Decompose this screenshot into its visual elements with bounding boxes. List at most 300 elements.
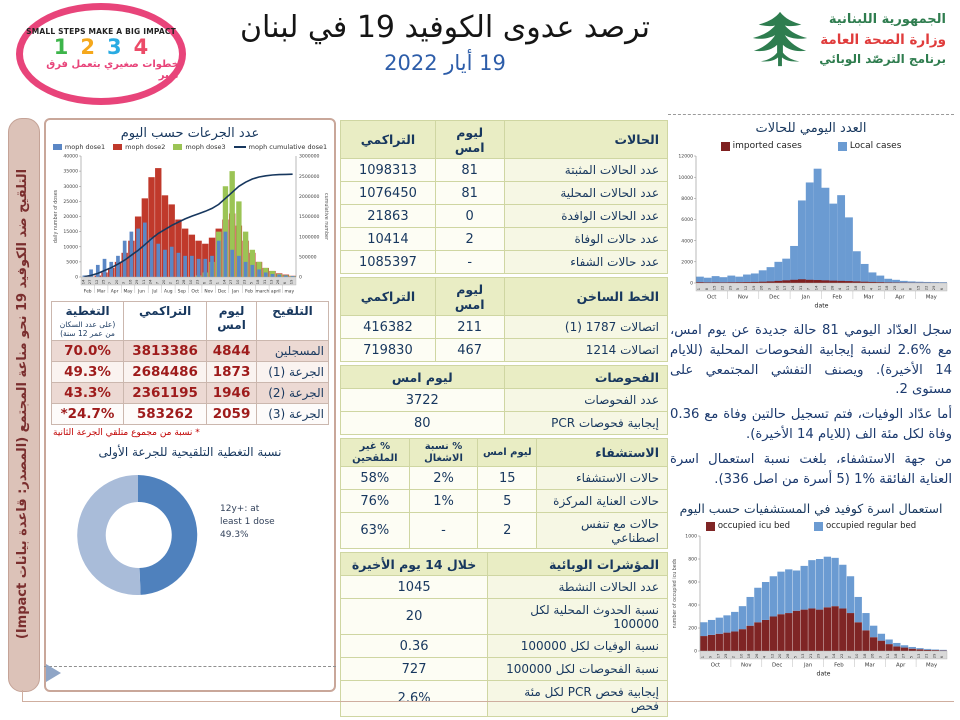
svg-text:12: 12	[744, 285, 748, 291]
legend-dose1	[53, 143, 105, 151]
calls-1214-cumulative: 719830	[341, 339, 436, 362]
svg-text:May: May	[925, 294, 937, 301]
table-row	[341, 316, 668, 339]
svg-text:2: 2	[731, 656, 736, 659]
svg-text:28: 28	[182, 279, 187, 285]
hospitalized-occupancy: 2%	[409, 467, 478, 490]
tests-count-value: 3722	[341, 389, 505, 412]
imported-cases-yesterday: 0	[435, 205, 504, 228]
local-cases-label: عدد الحالات المحلية	[504, 182, 668, 205]
svg-text:12: 12	[770, 653, 775, 659]
indicators-table	[340, 552, 668, 717]
row-dose1-coverage: 49.3%	[52, 362, 124, 383]
row-dose2-cumulative: 2361195	[124, 383, 207, 404]
legend-imported-cases	[721, 141, 802, 151]
svg-text:25000: 25000	[63, 200, 78, 205]
row-dose3-yesterday: 2059	[207, 404, 257, 425]
hospitalized-unvaccinated: 58%	[341, 467, 410, 490]
icu-occupancy: 1%	[409, 490, 478, 513]
positivity-rate-value: 2.6%	[341, 681, 488, 717]
impact-logo-slogan: SMALL STEPS MAKE A BIG IMPACT	[26, 27, 176, 36]
svg-text:12: 12	[94, 279, 99, 285]
death-cases-yesterday: 2	[435, 228, 504, 251]
svg-text:1: 1	[696, 287, 701, 291]
legend-dose2-label: moph dose2	[125, 143, 166, 151]
svg-text:8000: 8000	[681, 196, 693, 202]
svg-text:10000: 10000	[678, 175, 693, 181]
table-row	[341, 490, 668, 513]
svg-text:Sep: Sep	[177, 289, 186, 295]
svg-text:11: 11	[886, 653, 891, 659]
svg-text:3: 3	[878, 656, 883, 659]
first-dose-coverage-donut-chart	[58, 461, 322, 609]
svg-text:31: 31	[262, 279, 267, 285]
svg-text:9: 9	[708, 656, 713, 659]
legend-regular-label: occupied regular bed	[826, 521, 917, 532]
svg-text:18: 18	[747, 653, 752, 659]
hotline-col-cumulative: التراكمي	[341, 278, 436, 316]
imported-cases-swatch-icon	[721, 142, 730, 151]
svg-text:Jan: Jan	[232, 289, 239, 295]
doses-per-day-chart	[51, 151, 329, 297]
daily-summary-text	[668, 321, 954, 489]
mortality-rate-label: نسبة الوفيات لكل 100000	[488, 635, 668, 658]
svg-text:5: 5	[909, 656, 914, 659]
moph-line-ministry: وزارة الصحة العامة	[820, 31, 946, 48]
svg-text:5000: 5000	[66, 260, 78, 266]
impact-digit-4: 4	[133, 35, 149, 59]
svg-text:Jul: Jul	[152, 289, 158, 295]
svg-text:26: 26	[870, 653, 875, 659]
vaccination-panel	[44, 118, 336, 692]
row-dose1-yesterday: 1873	[207, 362, 257, 383]
doses-chart-legend	[51, 143, 329, 151]
svg-text:8: 8	[908, 287, 913, 291]
page-title: ترصد عدوى الكوفيد 19 في لبنان	[239, 10, 651, 45]
svg-text:2000000: 2000000	[299, 194, 320, 200]
svg-text:1500000: 1500000	[299, 215, 320, 221]
row-dose3-label: الجرعة (3)	[256, 404, 328, 425]
svg-text:19: 19	[209, 279, 213, 285]
recovered-cases-label: عدد حالات الشفاء	[504, 251, 668, 274]
svg-text:1: 1	[700, 656, 705, 659]
impact-digit-1: 1	[53, 35, 69, 59]
svg-text:15: 15	[175, 279, 180, 285]
table-row	[341, 251, 668, 274]
cases-title: الحالات	[504, 121, 668, 159]
daily-cases-chart-title: العدد اليومي للحالات	[755, 121, 867, 136]
svg-text:6: 6	[202, 281, 207, 285]
svg-text:may: may	[284, 289, 295, 295]
tests-table-header	[341, 366, 668, 389]
calls-1214-label: اتصالات 1214	[504, 339, 668, 362]
svg-text:29: 29	[728, 285, 733, 291]
svg-text:500000: 500000	[299, 255, 317, 261]
svg-text:800: 800	[688, 557, 697, 563]
active-cases-label: عدد الحالات النشطة	[488, 576, 668, 599]
svg-text:22: 22	[839, 653, 844, 659]
table-row	[341, 389, 668, 412]
recovered-cases-yesterday: -	[435, 251, 504, 274]
calls-1787-cumulative: 416382	[341, 316, 436, 339]
svg-text:29: 29	[932, 285, 937, 291]
svg-text:3: 3	[767, 287, 772, 291]
table-row	[341, 599, 668, 635]
confirmed-cases-label: عدد الحالات المثبتة	[504, 159, 668, 182]
svg-text:600: 600	[688, 580, 697, 586]
table-row	[341, 513, 668, 549]
indicators-title: المؤشرات الوبائية	[488, 553, 668, 576]
svg-text:26: 26	[754, 653, 759, 659]
svg-text:Mar: Mar	[863, 294, 874, 301]
svg-text:22: 22	[924, 285, 929, 291]
table-row	[341, 159, 668, 182]
svg-text:24: 24	[148, 279, 153, 285]
moph-logo-text	[819, 10, 946, 68]
recovered-cases-cumulative: 1085397	[341, 251, 436, 274]
legend-icu-label: occupied icu bed	[717, 521, 791, 532]
legend-local-label: Local cases	[849, 141, 902, 151]
svg-text:21: 21	[924, 653, 929, 659]
dose1-swatch-icon	[53, 144, 62, 150]
hospitalization-title: الاستشفاء	[537, 439, 668, 467]
svg-text:26: 26	[276, 279, 281, 285]
daily-cases-chart	[670, 151, 952, 309]
legend-dose3	[173, 143, 225, 151]
hotline-table	[340, 277, 668, 362]
local-cases-swatch-icon	[838, 142, 847, 151]
beds-chart-legend	[668, 521, 954, 531]
col-coverage-note: (على عدد السكان من عمر 12 سنة)	[59, 320, 116, 338]
svg-text:29: 29	[816, 653, 821, 659]
summary-paragraph-1: سجل العدّاد اليومي 81 حالة جديدة عن يوم امس، مع %2.6 لنسبة إيجابية الفحوصات المحلية (للايام 14 الأخيرة). ويصنف التفشي المجتمعي على مستوى 2.	[670, 323, 952, 398]
hotline-table-header	[341, 278, 668, 316]
tests-table	[340, 365, 668, 435]
svg-text:20: 20	[115, 279, 119, 285]
svg-text:cumulative number: cumulative number	[323, 193, 328, 240]
donut-chart-title: نسبة التغطية التلقيحية للجرعة الأولى	[98, 445, 282, 459]
svg-text:number of occupied icu beds: number of occupied icu beds	[673, 559, 678, 629]
svg-text:Aug: Aug	[164, 289, 173, 295]
svg-text:29: 29	[135, 279, 140, 285]
table-row	[341, 182, 668, 205]
cases-col-yesterday: ليوم امس	[435, 121, 504, 159]
legend-dose3-label: moph dose3	[185, 143, 226, 151]
table-row	[341, 658, 668, 681]
svg-text:7: 7	[155, 281, 160, 285]
row-registered-label: المسجلين	[256, 341, 328, 362]
row-dose3-coverage: 24.7%*	[52, 404, 124, 425]
svg-text:1000000: 1000000	[299, 235, 320, 241]
hotline-title: الخط الساخن	[504, 278, 668, 316]
svg-text:23: 23	[242, 279, 247, 285]
table-row	[341, 412, 668, 435]
svg-text:Apr: Apr	[895, 294, 905, 301]
ventilator-yesterday: 2	[478, 513, 537, 549]
svg-text:1: 1	[215, 281, 220, 285]
frame-bottom-line	[22, 701, 954, 702]
svg-text:15000: 15000	[63, 230, 78, 236]
col-vaccination: التلقيح	[256, 302, 328, 341]
table-row	[341, 635, 668, 658]
svg-text:Apr: Apr	[896, 662, 906, 669]
row-dose2-label: الجرعة (2)	[256, 383, 328, 404]
svg-text:6: 6	[940, 656, 945, 659]
cases-col-cumulative: التراكمي	[341, 121, 436, 159]
svg-text:18: 18	[893, 653, 898, 659]
row-dose2-yesterday: 1946	[207, 383, 257, 404]
dose3-swatch-icon	[173, 144, 182, 150]
legend-cumulative	[234, 143, 327, 151]
row-dose3-cumulative: 583262	[124, 404, 207, 425]
icu-bed-swatch-icon	[706, 522, 715, 531]
svg-text:daily number of doses: daily number of doses	[54, 189, 59, 244]
svg-text:17: 17	[716, 653, 721, 659]
svg-text:25: 25	[861, 285, 866, 291]
active-cases-value: 1045	[341, 576, 488, 599]
svg-text:4: 4	[838, 287, 843, 291]
death-cases-cumulative: 10414	[341, 228, 436, 251]
table-row	[52, 362, 329, 383]
svg-text:0: 0	[694, 649, 697, 655]
svg-text:18: 18	[885, 285, 890, 291]
testing-rate-value: 727	[341, 658, 488, 681]
svg-text:date: date	[814, 302, 829, 309]
svg-text:May: May	[123, 289, 133, 295]
svg-text:Dec: Dec	[769, 294, 780, 301]
vaccination-footnote: * نسبة من مجموع متلقي الجرعة الثانية	[53, 428, 200, 438]
cumulative-line-swatch-icon	[234, 146, 246, 148]
incidence-rate-label: نسبة الحدوث المحلية لكل 100000	[488, 599, 668, 635]
row-registered-coverage: 70.0%	[52, 341, 124, 362]
moph-line-program: برنامج الترصّد الوبائي	[819, 51, 946, 66]
table-row	[341, 339, 668, 362]
svg-text:Dec: Dec	[771, 662, 783, 669]
local-cases-yesterday: 81	[435, 182, 504, 205]
svg-text:7: 7	[108, 281, 113, 285]
svg-text:0: 0	[75, 275, 78, 281]
svg-text:20: 20	[162, 279, 166, 285]
svg-text:28: 28	[830, 285, 835, 291]
svg-text:23: 23	[195, 279, 200, 285]
vaccination-table-header	[52, 302, 329, 341]
svg-text:27: 27	[901, 653, 906, 659]
svg-text:4: 4	[762, 656, 767, 659]
tests-col-yesterday: ليوم امس	[341, 366, 505, 389]
hosp-col-unvaccinated: % غير الملقحين	[341, 439, 410, 467]
svg-text:7: 7	[806, 287, 811, 291]
svg-text:5: 5	[736, 287, 741, 291]
svg-text:Feb: Feb	[83, 289, 92, 295]
ventilator-unvaccinated: 63%	[341, 513, 410, 549]
svg-text:27: 27	[88, 279, 93, 285]
row-dose1-cumulative: 2684486	[124, 362, 207, 383]
svg-text:200: 200	[688, 626, 697, 632]
svg-text:2000: 2000	[681, 260, 693, 266]
summary-paragraph-3: من جهة الاستشفاء، بلغت نسبة استعمال اسرة العناية الفائقة %1 (5 أسرة من اصل 336).	[670, 451, 952, 487]
svg-text:14: 14	[81, 279, 86, 285]
svg-text:29: 29	[932, 653, 937, 659]
svg-text:1000: 1000	[685, 534, 697, 540]
svg-text:49.3%: 49.3%	[220, 530, 249, 540]
svg-text:21: 21	[822, 285, 827, 291]
cases-table	[340, 120, 668, 274]
doses-chart-title: عدد الجرعات حسب اليوم	[120, 126, 260, 141]
svg-text:18: 18	[863, 653, 867, 659]
svg-text:28: 28	[785, 653, 790, 659]
svg-text:5: 5	[249, 281, 254, 285]
svg-text:2: 2	[168, 281, 173, 285]
legend-cumulative-label: moph cumulative dose1	[248, 143, 328, 151]
svg-text:14: 14	[832, 653, 837, 659]
hosp-col-occupancy: % نسبة الاشغال	[409, 439, 478, 467]
legend-dose1-label: moph dose1	[64, 143, 106, 151]
impact-logo-arabic-slogan: خطوات صغيري بتعمل فرق كبير	[46, 59, 179, 81]
calls-1787-yesterday: 211	[435, 316, 504, 339]
hosp-col-yesterday: ليوم امس	[478, 439, 537, 467]
legend-imported-label: imported cases	[732, 141, 802, 151]
svg-text:3000000: 3000000	[299, 154, 320, 160]
svg-text:21: 21	[808, 653, 813, 659]
svg-text:1: 1	[900, 287, 905, 291]
imported-cases-label: عدد الحالات الوافدة	[504, 205, 668, 228]
svg-text:400: 400	[688, 603, 697, 609]
row-registered-yesterday: 4844	[207, 341, 257, 362]
hotline-col-yesterday: ليوم امس	[435, 278, 504, 316]
local-cases-cumulative: 1076450	[341, 182, 436, 205]
impact-digit-2: 2	[80, 35, 95, 59]
svg-text:10: 10	[739, 653, 744, 659]
svg-text:Jan: Jan	[803, 662, 813, 669]
svg-text:25: 25	[724, 653, 728, 659]
statistics-tables	[340, 120, 668, 720]
table-row	[52, 404, 329, 425]
svg-text:8: 8	[704, 287, 709, 291]
svg-text:16: 16	[128, 279, 133, 285]
svg-text:14: 14	[222, 279, 227, 285]
ventilator-label: حالات مع تنفس اصطناعي	[537, 513, 668, 549]
svg-text:11: 11	[141, 279, 146, 285]
svg-text:11: 11	[877, 285, 882, 291]
tests-title: الفحوصات	[504, 366, 668, 389]
legend-icu-bed	[706, 521, 790, 531]
svg-text:Mar: Mar	[864, 662, 875, 669]
svg-text:Oct: Oct	[710, 662, 721, 669]
calls-1214-yesterday: 467	[435, 339, 504, 362]
svg-text:27: 27	[229, 279, 234, 285]
row-dose1-label: الجرعة (1)	[256, 362, 328, 383]
svg-text:13: 13	[269, 279, 274, 285]
svg-text:4: 4	[869, 287, 874, 291]
svg-text:5: 5	[793, 656, 798, 659]
testing-rate-label: نسبة الفحوصات لكل 100000	[488, 658, 668, 681]
svg-text:0: 0	[690, 281, 693, 287]
svg-text:12y+: at: 12y+: at	[220, 504, 260, 514]
svg-text:10: 10	[855, 653, 860, 659]
svg-text:15: 15	[916, 285, 921, 291]
pcr-positive-label: إيجابية فحوصات PCR	[504, 412, 668, 435]
svg-text:3: 3	[121, 281, 126, 285]
page-title-block	[195, 10, 695, 75]
daily-cases-legend	[668, 141, 954, 151]
svg-text:18: 18	[853, 285, 858, 291]
svg-text:Nov: Nov	[204, 289, 213, 295]
svg-text:6: 6	[282, 281, 287, 285]
ventilator-occupancy: -	[409, 513, 478, 549]
legend-dose2	[113, 143, 165, 151]
svg-text:15: 15	[712, 285, 717, 291]
legend-local-cases	[838, 141, 902, 151]
legend-regular-bed	[814, 521, 916, 531]
col-cumulative: التراكمي	[124, 302, 207, 341]
mortality-rate-value: 0.36	[341, 635, 488, 658]
svg-text:35000: 35000	[63, 169, 78, 175]
svg-text:date: date	[816, 670, 831, 678]
svg-text:12000: 12000	[678, 154, 693, 160]
svg-text:May: May	[926, 662, 938, 669]
table-row	[341, 467, 668, 490]
confirmed-cases-cumulative: 1098313	[341, 159, 436, 182]
donut-chart-wrap	[51, 461, 329, 609]
dashed-divider	[44, 666, 336, 667]
svg-text:13: 13	[917, 653, 921, 659]
beds-chart-title: استعمال اسرة كوفيد في المستشفيات حسب اليوم	[679, 501, 943, 517]
confirmed-cases-yesterday: 81	[435, 159, 504, 182]
cedar-tree-icon	[749, 8, 811, 70]
svg-text:4000: 4000	[681, 239, 693, 245]
row-registered-cumulative: 3813386	[124, 341, 207, 362]
daily-summary-column	[668, 114, 954, 677]
col-coverage-label: التغطية	[65, 304, 110, 318]
moph-line-republic: الجمهورية اللبنانية	[828, 12, 946, 28]
svg-text:26: 26	[759, 285, 764, 291]
positivity-rate-label: إيجابية فحص PCR لكل مئة فحص	[488, 681, 668, 717]
imported-cases-cumulative: 21863	[341, 205, 436, 228]
col-yesterday: ليوم امس	[207, 302, 257, 341]
hospital-beds-chart	[670, 531, 952, 677]
svg-text:10: 10	[235, 279, 240, 285]
incidence-rate-value: 20	[341, 599, 488, 635]
svg-text:11: 11	[846, 285, 850, 291]
table-row	[341, 681, 668, 717]
col-coverage	[52, 302, 124, 341]
sidebar-vaccination-text: التلقيح ضد الكوفيد 19 نحو مناعة المجتمع (المصدر: قاعدة بيانات Impact)	[15, 168, 30, 640]
impact-logo-numbers	[54, 37, 149, 58]
row-dose2-coverage: 43.3%	[52, 383, 124, 404]
svg-text:0: 0	[299, 275, 302, 281]
svg-text:6000: 6000	[681, 218, 693, 224]
svg-text:19: 19	[289, 279, 294, 285]
death-cases-label: عدد حالات الوفاة	[504, 228, 668, 251]
arrow-marker-icon	[46, 664, 61, 682]
table-row	[341, 205, 668, 228]
svg-text:31: 31	[798, 285, 803, 291]
svg-text:Feb: Feb	[832, 294, 842, 301]
svg-text:Apr: Apr	[110, 289, 119, 295]
cases-table-header	[341, 121, 668, 159]
tests-count-label: عدد الفحوصات	[504, 389, 668, 412]
svg-text:2500000: 2500000	[299, 174, 320, 180]
svg-text:Dec: Dec	[217, 289, 227, 295]
hospitalized-yesterday: 15	[478, 467, 537, 490]
summary-paragraph-2: أما عدّاد الوفيات، فتم تسجيل حالتين وفاة مع 0.36 وفاة لكل مئة الف (للايام 14 الأخيرة).	[670, 407, 952, 442]
hospitalization-table-header	[341, 439, 668, 467]
icu-unvaccinated: 76%	[341, 490, 410, 513]
svg-text:Nov: Nov	[741, 662, 752, 669]
impact-campaign-logo	[16, 3, 186, 105]
svg-text:Jun: Jun	[138, 289, 145, 295]
svg-text:2: 2	[847, 656, 852, 659]
